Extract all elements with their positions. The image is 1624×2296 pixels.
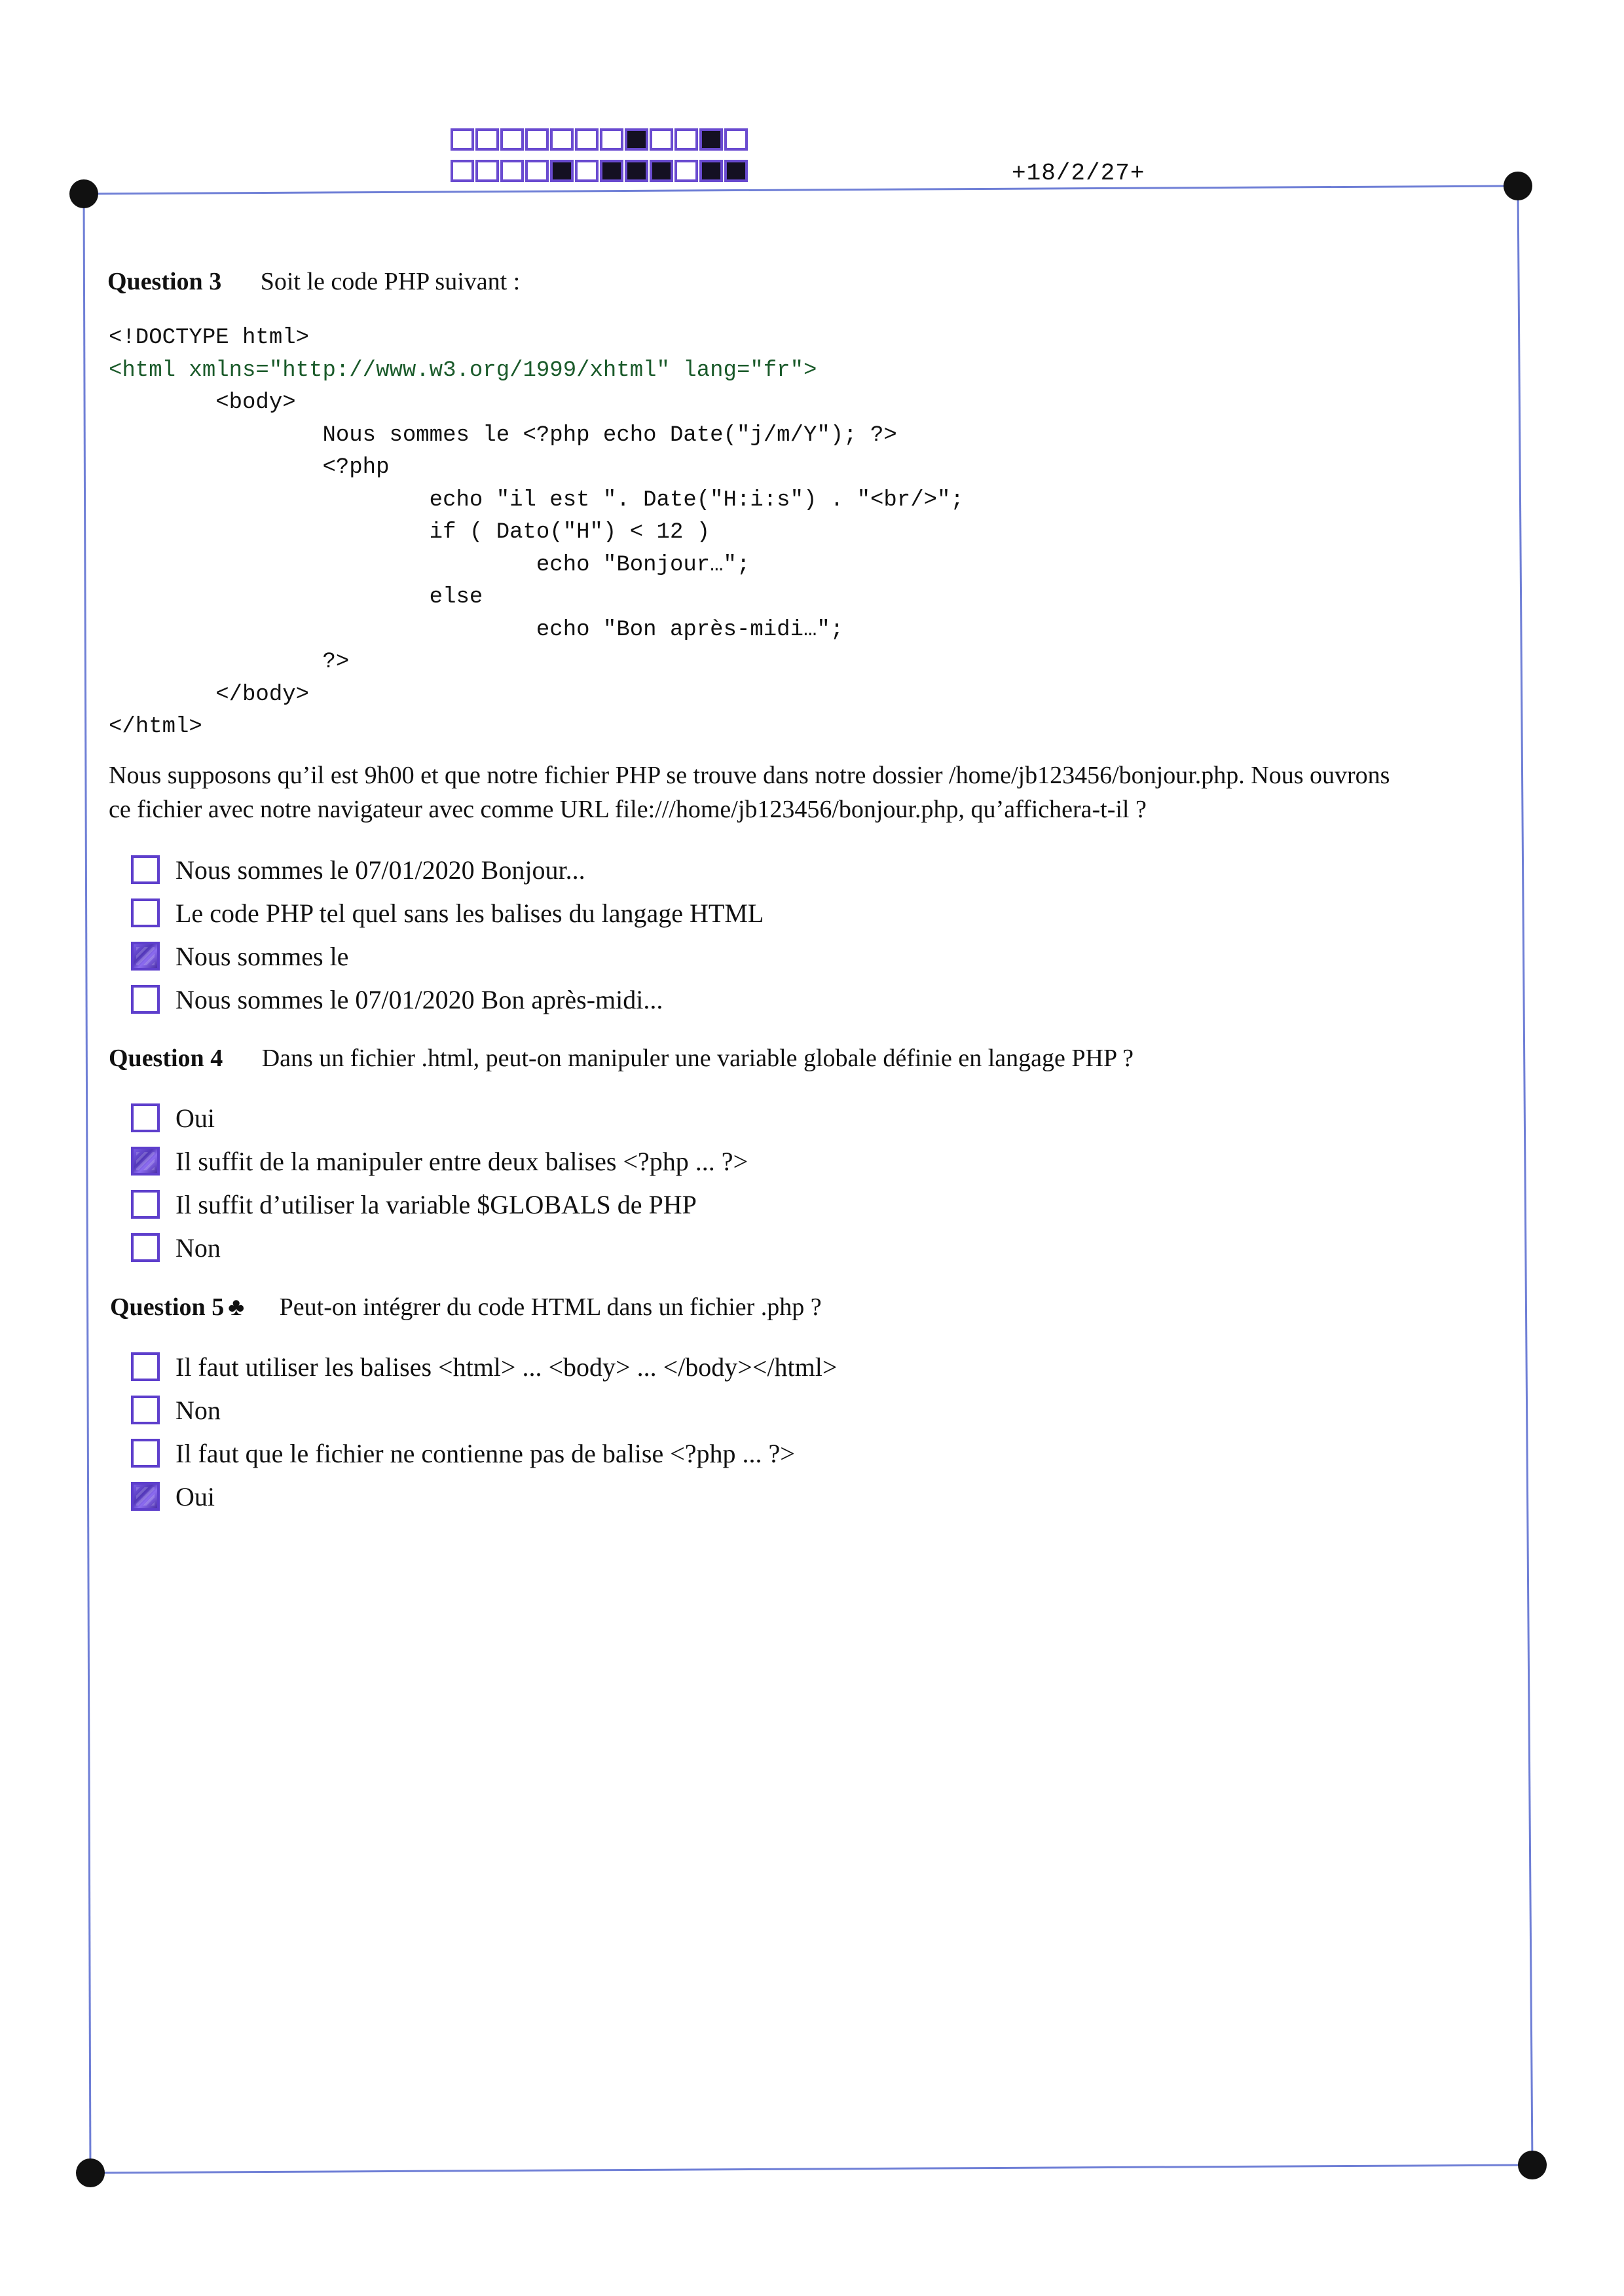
answer-option[interactable]	[131, 1096, 748, 1139]
id-box[interactable]	[525, 128, 549, 151]
code-line: echo "Bon après-midi…";	[109, 617, 844, 642]
answer-text: Nous sommes le 07/01/2020 Bonjour...	[175, 855, 585, 885]
id-box[interactable]	[650, 128, 673, 151]
checked-checkbox[interactable]	[131, 1147, 160, 1176]
id-box[interactable]	[475, 128, 499, 151]
checked-checkbox[interactable]	[131, 1482, 160, 1511]
code-line: <body>	[109, 390, 296, 415]
code-line: echo "il est ". Date("H:i:s") . "<br/>";	[109, 487, 964, 513]
answer-text: Il faut utiliser les balises <html> ... <body> ... </body></html>	[175, 1352, 838, 1382]
question-4-label: Question 4	[109, 1045, 223, 1072]
question-3-intro-line-1: Nous supposons qu’il est 9h00 et que notre fichier PHP se trouve dans notre dossier /home/jb123456/bonjour.php. Nous ouvrons	[109, 762, 1390, 789]
id-box[interactable]	[724, 160, 748, 182]
code-line: <!DOCTYPE html>	[109, 325, 310, 350]
id-box[interactable]	[575, 128, 599, 151]
question-3-header	[107, 267, 520, 296]
id-box[interactable]	[550, 128, 574, 151]
answer-option[interactable]	[131, 1183, 748, 1226]
answer-option[interactable]	[131, 1475, 837, 1518]
answer-option[interactable]	[131, 848, 764, 891]
answer-option[interactable]	[131, 1226, 748, 1269]
answer-text: Le code PHP tel quel sans les balises du langage HTML	[175, 898, 764, 928]
id-box[interactable]	[525, 160, 549, 182]
checked-checkbox[interactable]	[131, 942, 160, 971]
checkbox[interactable]	[131, 985, 160, 1014]
club-icon: ♣	[228, 1293, 245, 1321]
answer-text: Oui	[175, 1481, 215, 1511]
answer-option[interactable]	[131, 1139, 748, 1183]
question-5-prompt: Peut-on intégrer du code HTML dans un fichier .php ?	[279, 1293, 822, 1321]
id-box[interactable]	[625, 160, 648, 182]
id-box[interactable]	[500, 128, 524, 151]
answer-text: Oui	[175, 1103, 215, 1133]
checkbox[interactable]	[131, 1439, 160, 1468]
corner-mark-top-right	[1504, 172, 1532, 200]
id-box[interactable]	[451, 128, 474, 151]
checkbox[interactable]	[131, 898, 160, 927]
checkbox[interactable]	[131, 1233, 160, 1262]
checkbox[interactable]	[131, 1190, 160, 1219]
answer-option[interactable]	[131, 978, 764, 1021]
checkbox[interactable]	[131, 855, 160, 884]
id-box[interactable]	[625, 128, 648, 151]
question-3-label: Question 3	[107, 268, 222, 295]
id-box[interactable]	[550, 160, 574, 182]
id-box[interactable]	[699, 128, 723, 151]
answer-option[interactable]	[131, 1388, 837, 1432]
code-line: else	[109, 585, 483, 610]
student-id-row-top	[451, 128, 749, 151]
question-5-header	[110, 1293, 822, 1322]
question-4-header	[109, 1044, 1134, 1073]
id-box[interactable]	[650, 160, 673, 182]
code-line: Nous sommes le <?php echo Date("j/m/Y"); ?>	[109, 422, 897, 448]
answer-option[interactable]	[131, 1432, 837, 1475]
answer-text: Non	[175, 1395, 221, 1425]
question-4-answers	[131, 1096, 748, 1269]
id-box[interactable]	[600, 160, 623, 182]
answer-text: Il suffit de la manipuler entre deux balises <?php ... ?>	[175, 1146, 748, 1176]
question-3-prompt: Soit le code PHP suivant :	[260, 268, 521, 295]
question-3-intro-line-2: ce fichier avec notre navigateur avec comme URL file:///home/jb123456/bonjour.php, qu’affichera-t-il ?	[109, 796, 1147, 823]
id-box[interactable]	[674, 128, 698, 151]
answer-text: Nous sommes le	[175, 941, 349, 971]
id-box[interactable]	[451, 160, 474, 182]
student-id-row-bottom	[451, 160, 749, 182]
code-line: ?>	[109, 650, 350, 675]
question-4-prompt: Dans un fichier .html, peut-on manipuler une variable globale définie en langage PHP ?	[261, 1045, 1134, 1072]
code-line: </html>	[109, 714, 202, 739]
corner-mark-bottom-left	[76, 2158, 105, 2187]
answer-option[interactable]	[131, 891, 764, 935]
question-5-label: Question 5	[110, 1293, 225, 1321]
answer-option[interactable]	[131, 935, 764, 978]
code-line: echo "Bonjour…";	[109, 552, 750, 578]
code-line: </body>	[109, 682, 310, 707]
code-line: <html xmlns="http://www.w3.org/1999/xhtml" lang="fr">	[109, 358, 817, 383]
question-5-answers	[131, 1345, 837, 1518]
id-box[interactable]	[575, 160, 599, 182]
answer-text: Il suffit d’utiliser la variable $GLOBALS de PHP	[175, 1189, 697, 1219]
php-code-block	[109, 322, 964, 744]
id-box[interactable]	[600, 128, 623, 151]
code-line: if ( Dato("H") < 12 )	[109, 520, 710, 545]
id-box[interactable]	[699, 160, 723, 182]
corner-mark-bottom-right	[1518, 2151, 1547, 2179]
answer-option[interactable]	[131, 1345, 837, 1388]
question-3-intro	[109, 758, 1504, 826]
answer-text: Non	[175, 1232, 221, 1263]
code-line: <?php	[109, 455, 390, 480]
page-code: +18/2/27+	[1012, 160, 1145, 187]
corner-mark-top-left	[69, 179, 98, 208]
id-box[interactable]	[500, 160, 524, 182]
id-box[interactable]	[724, 128, 748, 151]
checkbox[interactable]	[131, 1103, 160, 1132]
id-box[interactable]	[674, 160, 698, 182]
answer-text: Il faut que le fichier ne contienne pas de balise <?php ... ?>	[175, 1438, 795, 1468]
id-box[interactable]	[475, 160, 499, 182]
question-3-answers	[131, 848, 764, 1021]
checkbox[interactable]	[131, 1396, 160, 1424]
checkbox[interactable]	[131, 1352, 160, 1381]
answer-text: Nous sommes le 07/01/2020 Bon après-midi...	[175, 984, 663, 1014]
